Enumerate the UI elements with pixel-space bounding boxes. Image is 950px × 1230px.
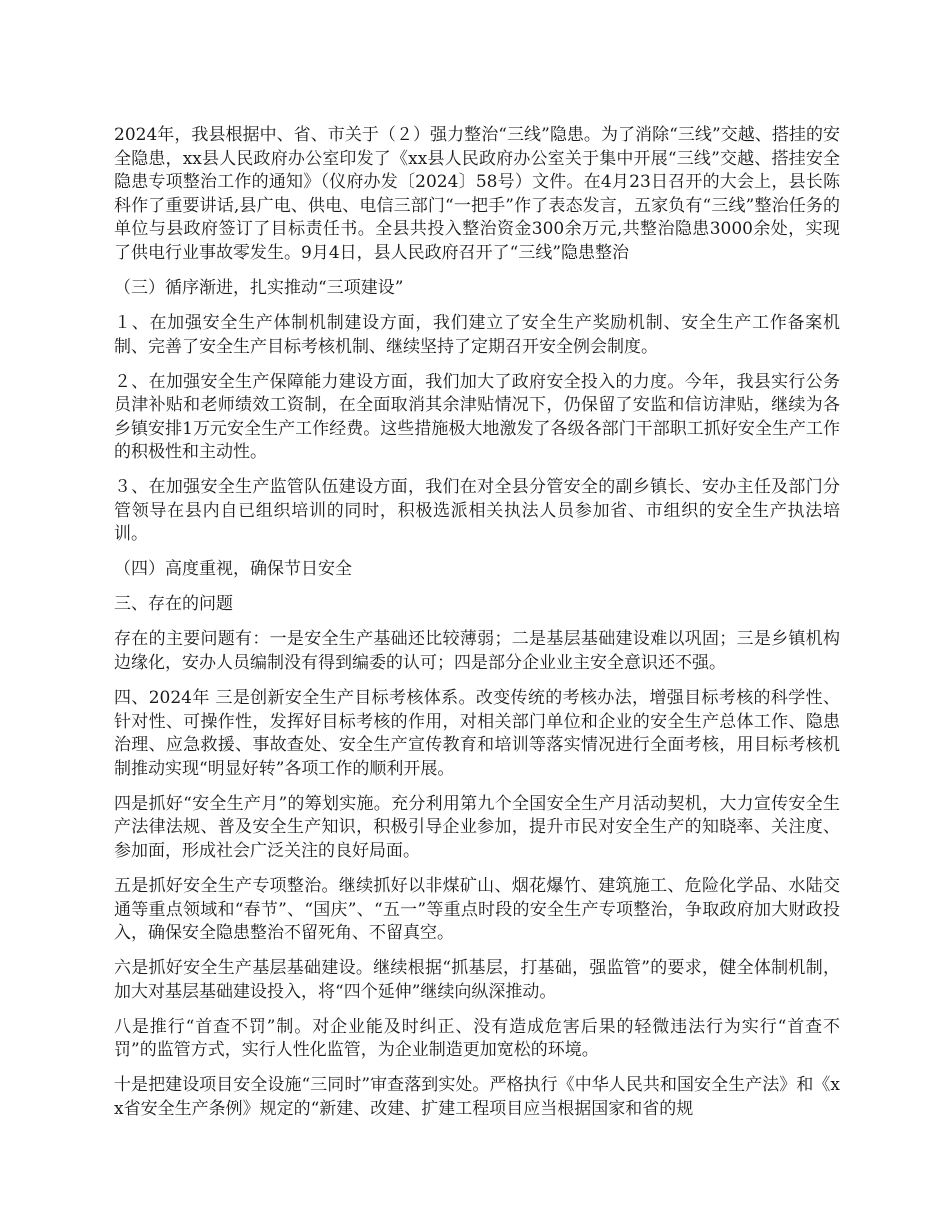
document-body <box>114 124 840 1133</box>
section-heading-three-constructions: （三）循序渐进，扎实推动“三项建设” <box>114 277 404 298</box>
paragraph-assessment-system: 四、2024年 三是创新安全生产目标考核体系。改变传统的考核办法，增强目标考核的科学性、针对性、可操作性，发挥好目标考核的作用，对相关部门单位和企业的安全生产总体工作、隐患治理、应急救援、事故查处、安全生产宣传教育和培训等落实情况进行全面考核，用目标考核机制推动实现“明显好转”各项工作的顺利开展。 <box>114 688 840 779</box>
paragraph-main-problems: 存在的主要问题有：一是安全生产基础还比较薄弱；二是基层基础建设难以巩固；三是乡镇机构边缘化，安办人员编制没有得到编委的认可；四是部分企业业主安全意识还不强。 <box>114 629 840 674</box>
section-heading-problems: 三、存在的问题 <box>114 594 233 615</box>
paragraph-three-lines-rectification: 2024年，我县根据中、省、市关于（２）强力整治“三线”隐患。为了消除“三线”交越、搭挂的安全隐患，xx县人民政府办公室印发了《xx县人民政府办公室关于集中开展“三线”交越、搭挂安全隐患专项整治工作的通知》（仪府办发〔2024〕58号）文件。在4月23日召开的大会上，县长陈科作了重要讲话,县广电、供电、电信三部门“一把手”作了表态发言，五家负有“三线”整治任务的单位与县政府签订了目标责任书。全县共投入整治资金300余万元,共整治隐患3000余处，实现了供电行业事故零发生。9月4日，县人民政府召开了“三线”隐患整治 <box>114 125 840 263</box>
paragraph-three-simultaneous: 十是把建设项目安全设施“三同时”审查落到实处。严格执行《中华人民共和国安全生产法》和《xx省安全生产条例》规定的“新建、改建、扩建工程项目应当根据国家和省的规 <box>114 1075 840 1119</box>
paragraph-first-check-no-penalty: 八是推行“首查不罚”制。对企业能及时纠正、没有造成危害后果的轻微违法行为实行“首查不罚”的监管方式，实行人性化监管，为企业制造更加宽松的环境。 <box>114 1016 840 1061</box>
section-heading-holiday-safety: （四）高度重视，确保节日安全 <box>114 559 352 580</box>
paragraph-item-2-capacity: ２、在加强安全生产保障能力建设方面，我们加大了政府安全投入的力度。今年，我县实行公务员津补贴和老师绩效工资制，在全面取消其余津贴情况下，仍保留了安监和信访津贴，继续为各乡镇安排1万元安全生产工作经费。这些措施极大地激发了各级各部门干部职工抓好安全生产工作的积极性和主动性。 <box>114 371 840 463</box>
paragraph-special-rectification: 五是抓好安全生产专项整治。继续抓好以非煤矿山、烟花爆竹、建筑施工、危险化学品、水陆交通等重点领域和“春节”、“国庆”、“五一”等重点时段的安全生产专项整治，争取政府加大财政投入，确保安全隐患整治不留死角、不留真空。 <box>114 875 840 944</box>
paragraph-item-1-mechanism: １、在加强安全生产体制机制建设方面，我们建立了安全生产奖励机制、安全生产工作备案机制、完善了安全生产目标考核机制、继续坚持了定期召开安全例会制度。 <box>114 312 840 357</box>
paragraph-safety-month: 四是抓好“安全生产月”的筹划实施。充分利用第九个全国安全生产月活动契机，大力宣传安全生产法律法规、普及安全生产知识，积极引导企业参加，提升市民对安全生产的知晓率、关注度、参加面，形成社会广泛关注的良好局面。 <box>114 793 840 861</box>
paragraph-item-3-team: ３、在加强安全生产监管队伍建设方面，我们在对全县分管安全的副乡镇长、安办主任及部门分管领导在县内自已组织培训的同时，积极选派相关执法人员参加省、市组织的安全生产执法培训。 <box>114 477 840 545</box>
paragraph-grassroots-construction: 六是抓好安全生产基层基础建设。继续根据“抓基层，打基础，强监管”的要求，健全体制机制，加大对基层基础建设投入，将“四个延伸”继续向纵深推动。 <box>114 958 840 1002</box>
